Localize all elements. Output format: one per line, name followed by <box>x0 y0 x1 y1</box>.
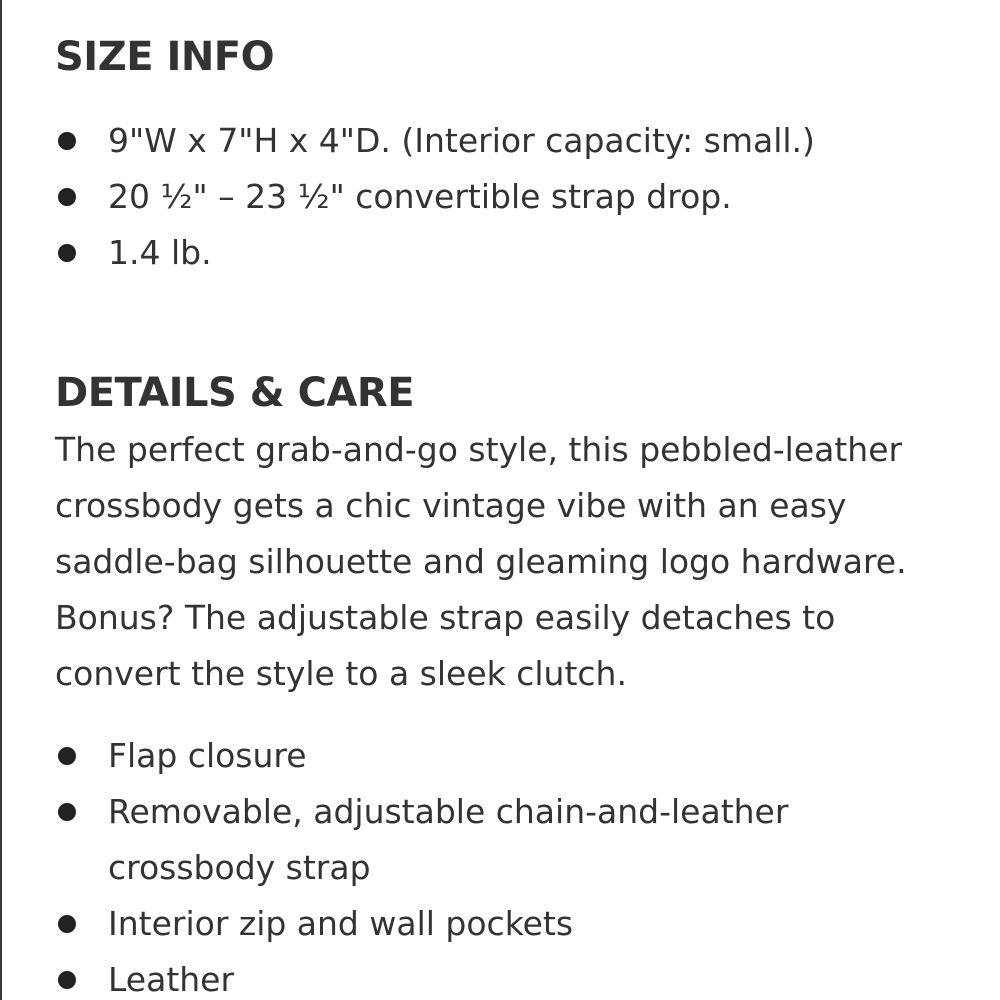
bullet-icon <box>58 188 76 206</box>
bullet-icon <box>58 244 76 262</box>
list-item <box>0 896 680 952</box>
list-item <box>0 169 732 225</box>
description-line: saddle-bag silhouette and gleaming logo hardware. <box>55 542 907 581</box>
product-description <box>55 422 985 702</box>
feature-flap-closure: Flap closure <box>108 736 307 775</box>
feature-material: Leather <box>108 960 235 999</box>
details-care-heading: DETAILS & CARE <box>55 370 415 416</box>
size-weight: 1.4 lb. <box>108 233 212 272</box>
description-line: Bonus? The adjustable strap easily detaches to <box>55 598 836 637</box>
description-line: crossbody gets a chic vintage vibe with an easy <box>55 486 847 525</box>
size-dimensions: 9"W x 7"H x 4"D. (Interior capacity: small.) <box>108 121 815 160</box>
list-item <box>0 728 680 784</box>
size-info-list <box>0 113 815 281</box>
list-item <box>0 113 815 169</box>
bullet-icon <box>58 803 76 821</box>
bullet-icon <box>58 747 76 765</box>
list-item <box>0 784 789 896</box>
bullet-icon <box>58 915 76 933</box>
feature-strap-continued: crossbody strap <box>108 848 371 887</box>
feature-strap: Removable, adjustable chain-and-leather <box>108 792 789 831</box>
list-item <box>0 952 680 1000</box>
description-line: convert the style to a sleek clutch. <box>55 654 627 693</box>
size-strap-drop: 20 ½" – 23 ½" convertible strap drop. <box>108 177 732 216</box>
list-item <box>0 225 707 281</box>
size-info-heading: SIZE INFO <box>55 34 275 80</box>
feature-pockets: Interior zip and wall pockets <box>108 904 574 943</box>
description-line: The perfect grab-and-go style, this pebbled-leather <box>55 430 903 469</box>
features-list <box>0 728 789 1000</box>
bullet-icon <box>58 971 76 989</box>
bullet-icon <box>58 132 76 150</box>
